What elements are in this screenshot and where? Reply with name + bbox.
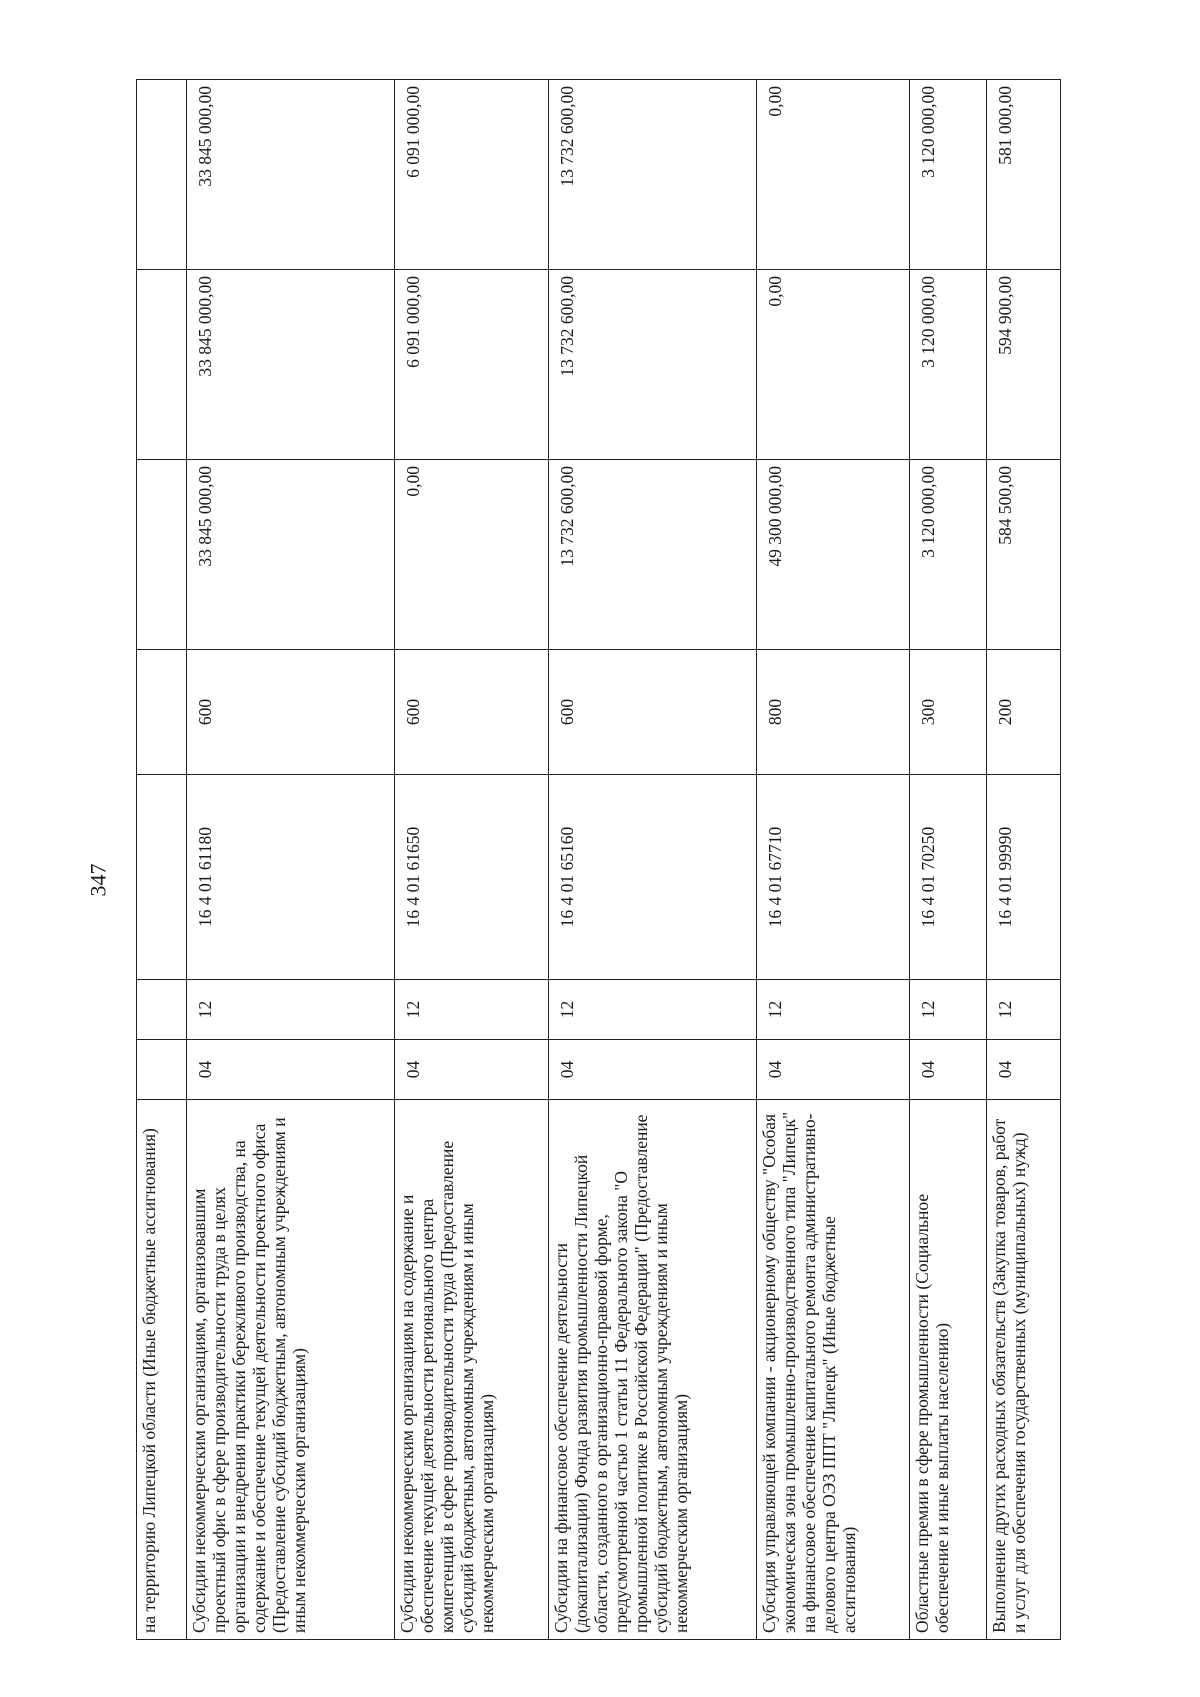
row-description: Субсидии некоммерческим организациям на содержание и обеспечение текущей деятельности регионального центра компетенций в сфере производительности труда (Предоставление субсидий бюджетным, автономным учреждениям и иным некоммерческим организациям)	[395, 1100, 548, 1640]
row-section: 04	[187, 1040, 395, 1100]
row-amount-year-2: 3 120 000,00	[909, 270, 986, 460]
row-expense-type: 600	[548, 650, 756, 775]
row-section: 04	[756, 1040, 909, 1100]
row-amount-year-1: 0,00	[395, 460, 548, 650]
row-subsection: 12	[909, 980, 986, 1040]
row-amount-year-1: 33 845 000,00	[187, 460, 395, 650]
row-section: 04	[909, 1040, 986, 1100]
row-amount-year-3: 3 120 000,00	[909, 80, 986, 270]
row-amount-year-3: 13 732 600,00	[548, 80, 756, 270]
page-number	[78, 850, 118, 910]
row-amount-year-1	[137, 460, 187, 650]
budget-table	[136, 79, 1061, 1640]
table-body	[137, 80, 1061, 1640]
row-amount-year-1: 49 300 000,00	[756, 460, 909, 650]
row-expense-type: 300	[909, 650, 986, 775]
row-amount-year-1: 584 500,00	[986, 460, 1060, 650]
row-amount-year-2	[137, 270, 187, 460]
row-expense-type	[137, 650, 187, 775]
table-row	[395, 80, 548, 1640]
row-amount-year-1: 13 732 600,00	[548, 460, 756, 650]
row-amount-year-2: 594 900,00	[986, 270, 1060, 460]
row-section: 04	[395, 1040, 548, 1100]
row-expense-type: 600	[395, 650, 548, 775]
table-row	[137, 80, 187, 1640]
table-row	[756, 80, 909, 1640]
row-expense-type: 800	[756, 650, 909, 775]
row-target-article: 16 4 01 61180	[187, 775, 395, 980]
row-section: 04	[986, 1040, 1060, 1100]
row-amount-year-3	[137, 80, 187, 270]
row-section	[137, 1040, 187, 1100]
row-target-article: 16 4 01 67710	[756, 775, 909, 980]
row-amount-year-3: 6 091 000,00	[395, 80, 548, 270]
row-subsection: 12	[187, 980, 395, 1040]
row-expense-type: 600	[187, 650, 395, 775]
table-row	[548, 80, 756, 1640]
row-section: 04	[548, 1040, 756, 1100]
row-amount-year-1: 3 120 000,00	[909, 460, 986, 650]
row-subsection: 12	[395, 980, 548, 1040]
row-description: Областные премии в сфере промышленности (Социальное обеспечение и иные выплаты населению)	[909, 1100, 986, 1640]
row-description: Субсидии некоммерческим организациям, организовавшим проектный офис в сфере производительности труда в целях организации и внедрения практики бережливого производства, на содержание и обеспечение текущей деятельности проектного офиса (Предоставление субсидий бюджетным, автономным учреждениям и иным некоммерческим организациям)	[187, 1100, 395, 1640]
row-target-article	[137, 775, 187, 980]
row-description: Выполнение других расходных обязательств (Закупка товаров, работ и услуг для обеспечения государственных (муниципальных) нужд)	[986, 1100, 1060, 1640]
page-number-text: 347	[85, 863, 110, 897]
row-amount-year-2: 0,00	[756, 270, 909, 460]
row-target-article: 16 4 01 99990	[986, 775, 1060, 980]
table-row	[986, 80, 1060, 1640]
row-amount-year-2: 6 091 000,00	[395, 270, 548, 460]
row-target-article: 16 4 01 61650	[395, 775, 548, 980]
row-description: на территорию Липецкой области (Иные бюджетные ассигнования)	[137, 1100, 187, 1640]
row-target-article: 16 4 01 65160	[548, 775, 756, 980]
row-amount-year-3: 0,00	[756, 80, 909, 270]
budget-table-rotated	[136, 80, 1061, 1640]
row-amount-year-3: 33 845 000,00	[187, 80, 395, 270]
row-subsection: 12	[756, 980, 909, 1040]
row-expense-type: 200	[986, 650, 1060, 775]
table-row	[909, 80, 986, 1640]
row-amount-year-2: 33 845 000,00	[187, 270, 395, 460]
row-amount-year-2: 13 732 600,00	[548, 270, 756, 460]
row-subsection	[137, 980, 187, 1040]
row-amount-year-3: 581 000,00	[986, 80, 1060, 270]
row-description: Субсидии на финансовое обеспечение деятельности (докапитализации) Фонда развития промышленности Липецкой области, созданного в организационно-правовой форме, предусмотренной частью 1 статьи 11 Федерального закона "О промышленной политике в Российской Федерации" (Предоставление субсидий бюджетным, автономным учреждениям и иным некоммерческим организациям)	[548, 1100, 756, 1640]
row-description: Субсидия управляющей компании - акционерному обществу "Особая экономическая зона промышленно-производственного типа "Липецк" на финансовое обеспечение капитального ремонта административно-делового центра ОЭЗ ППТ "Липецк" (Иные бюджетные ассигнования)	[756, 1100, 909, 1640]
row-subsection: 12	[986, 980, 1060, 1040]
table-row	[187, 80, 395, 1640]
row-subsection: 12	[548, 980, 756, 1040]
row-target-article: 16 4 01 70250	[909, 775, 986, 980]
budget-table-wrapper	[136, 80, 1068, 1640]
